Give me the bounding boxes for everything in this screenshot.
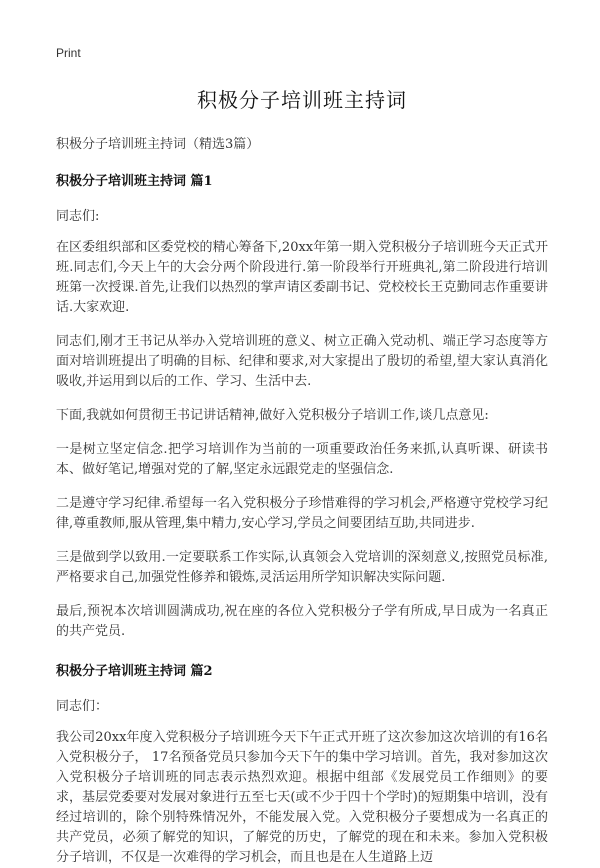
section-1-salutation: 同志们: [56,209,100,224]
section-1-paragraph: 二是遵守学习纪律.希望每一名入党积极分子珍惜难得的学习机会,严格遵守党校学习纪律,尊重教师,服从管理,集中精力,安心学习,学员之间要团结互助,共同进步. [56,496,548,531]
section-1-paragraph: 三是做到学以致用.一定要联系工作实际,认真领会入党培训的深刻意义,按照党员标准,严格要求自己,加强党性修养和锻炼,灵活运用所学知识解决实际问题. [56,550,548,585]
section-1-paragraph: 下面,我就如何贯彻王书记讲话精神,做好入党积极分子培训工作,谈几点意见: [56,408,489,423]
section-2-heading: 积极分子培训班主持词 篇2 [56,664,213,679]
print-label: Print [56,46,81,60]
section-1-paragraph: 最后,预祝本次培训圆满成功,祝在座的各位入党积极分子学有所成,早日成为一名真正的共产党员. [56,604,548,639]
section-1-paragraph: 同志们,刚才王书记从举办入党培训班的意义、树立正确入党动机、端正学习态度等方面对培训班提出了明确的目标、纪律和要求,对大家提出了殷切的希望,望大家认真消化吸收,并运用到以后的工作、学习、生活中去. [56,334,548,389]
section-2-paragraph: 我公司20xx年度入党积极分子培训班今天下午正式开班了这次参加这次培训的有16名入党积极分子， 17名预备党员只参加今天下午的集中学习培训。首先，我对参加这次入党积极分子培训班的同志表示热烈欢迎。根据中组部《发展党员工作细则》的要求，基层党委要对发展对象进行五至七天(或不少于四十个学时)的短期集中培训，没有经过培训的，除个别特殊情况外，不能发展入党。入党积极分子要想成为一名真正的共产党员，必须了解党的知识，了解党的历史，了解党的现在和未来。参加入党积极分子培训，不仅是一次难得的学习机会，而且也是在人生道路上迈 [56,730,548,865]
section-1-heading: 积极分子培训班主持词 篇1 [56,174,213,189]
section-2-salutation: 同志们： [56,699,109,714]
section-1-paragraph: 在区委组织部和区委党校的精心筹备下,20xx年第一期入党积极分子培训班今天正式开班.同志们,今天上午的大会分两个阶段进行.第一阶段举行开班典礼,第二阶段进行培训班第一次授课.首先,让我们以热烈的掌声请区委副书记、党校校长王克勤同志作重要讲话.大家欢迎. [56,240,548,315]
section-2 [56,660,548,868]
section-1 [56,170,548,642]
document-subtitle: 积极分子培训班主持词（精选3篇） [56,137,260,152]
section-1-paragraph: 一是树立坚定信念.把学习培训作为当前的一项重要政治任务来抓,认真听课、研读书本、做好笔记,增强对党的了解,坚定永远跟党走的坚强信念. [56,442,548,477]
document-title: 积极分子培训班主持词 [197,88,407,112]
